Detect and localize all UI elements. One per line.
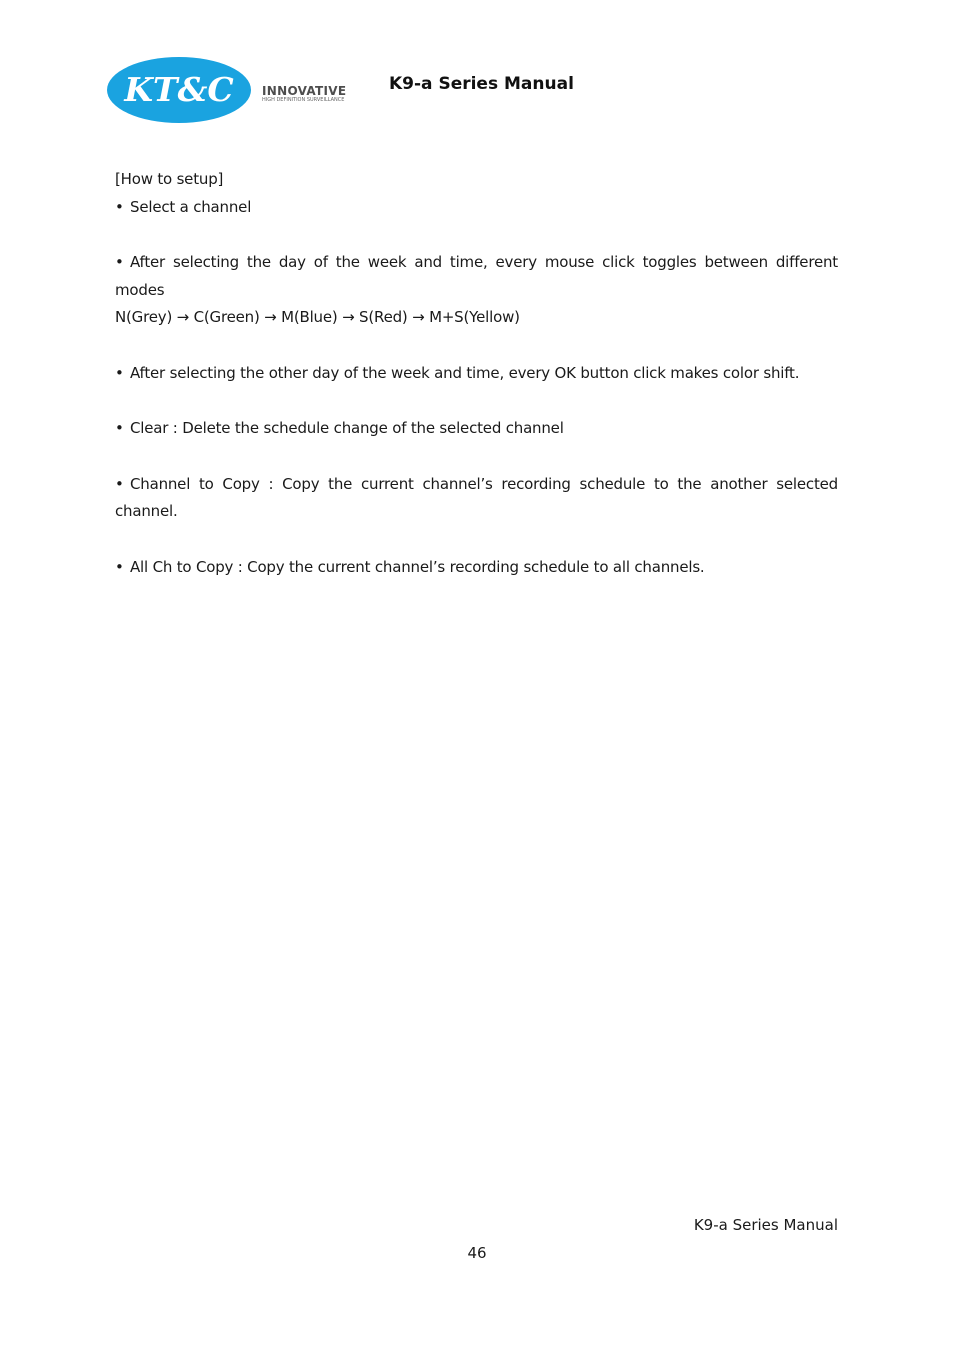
list-item: [115, 360, 838, 388]
list-item-text: Channel to Copy : Copy the current channel’s recording schedule to the another selected channel.: [115, 474, 838, 520]
list-item: [115, 194, 838, 222]
list-item-text: After selecting the day of the week and time, every mouse click toggles between different modes: [115, 253, 838, 299]
list-item-text: After selecting the other day of the week and time, every OK button click makes color shift.: [130, 363, 800, 382]
page-number: 46: [467, 1244, 487, 1262]
ktc-logo: [107, 55, 377, 125]
logo-tagline: INNOVATIVE: [262, 84, 347, 98]
list-item: [115, 249, 838, 304]
logo-subtagline: HIGH DEFINITION SURVEILLANCE: [262, 97, 345, 103]
list-item-text: All Ch to Copy : Copy the current channel’s recording schedule to all channels.: [130, 557, 705, 576]
header-title: K9-a Series Manual: [389, 74, 574, 94]
page-header: [107, 55, 847, 125]
list-item: [115, 471, 838, 526]
mode-sequence: N(Grey) → C(Green) → M(Blue) → S(Red) → M+S(Yellow): [115, 308, 520, 326]
list-item-text: Clear : Delete the schedule change of the selected channel: [130, 419, 564, 437]
list-item: [115, 554, 838, 582]
logo-brand-text: KT&C: [124, 70, 234, 109]
footer-title: K9-a Series Manual: [693, 1216, 838, 1234]
page-content: [115, 166, 838, 581]
list-item-text: Select a channel: [130, 197, 252, 216]
section-heading: [How to setup]: [115, 170, 224, 188]
list-item: [115, 415, 838, 443]
